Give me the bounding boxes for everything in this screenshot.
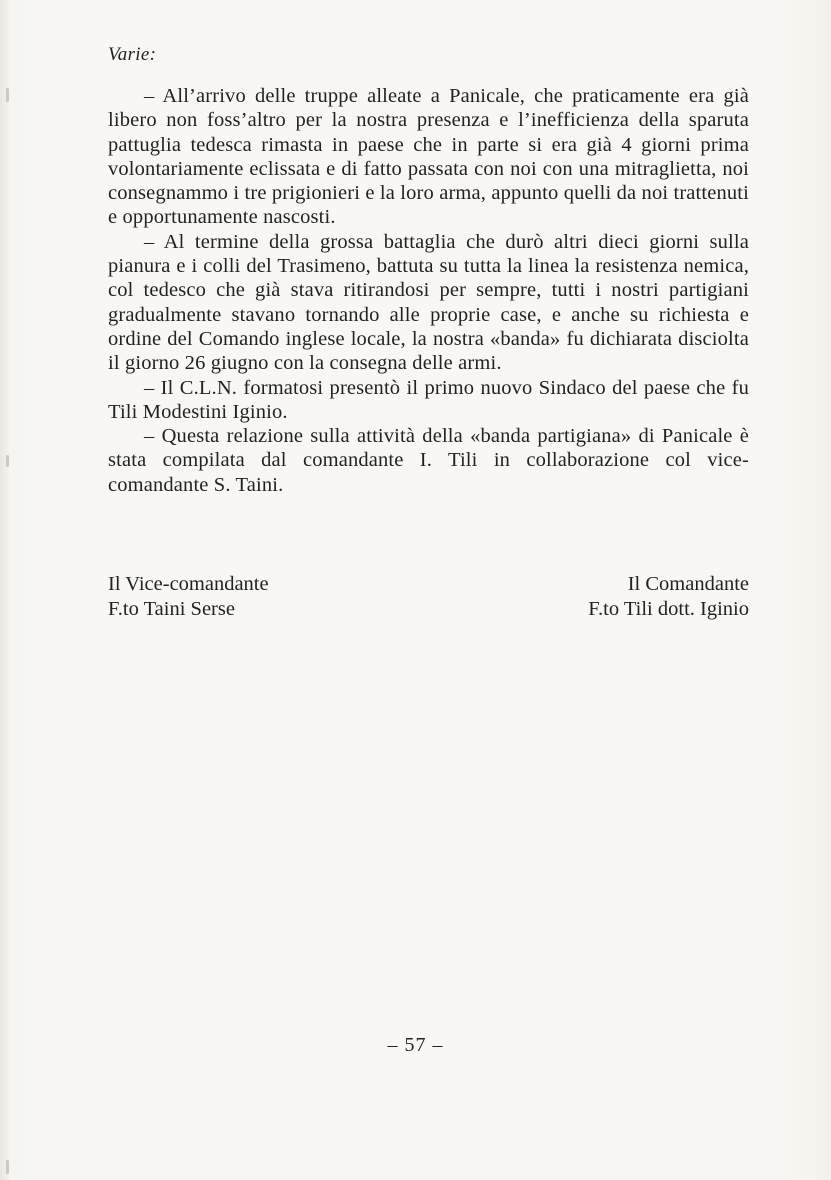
body-text: [108, 84, 749, 497]
section-title: Varie:: [108, 44, 157, 65]
scan-edge-mark: [6, 1160, 9, 1174]
paragraph: – Al termine della grossa battaglia che durò altri dieci giorni sulla pianura e i colli del Trasimeno, battuta su tutta la linea la resistenza nemica, col tedesco che già stava ritirandosi per sempre, tutti i nostri partigiani gradualmente stavano tornando alle proprie case, e anche su richiesta e ordine del Comando inglese locale, la nostra «banda» fu dichiarata disciolta il giorno 26 giugno con la consegna delle armi.: [108, 230, 749, 375]
signature-name: F.to Tili dott. Iginio: [588, 598, 749, 620]
scan-edge-mark: [6, 88, 9, 102]
paragraph: – Il C.L.N. formatosi presentò il primo nuovo Sindaco del paese che fu Tili Modestini Iginio.: [108, 376, 749, 423]
paragraph: – All’arrivo delle truppe alleate a Panicale, che praticamente era già libero non foss’altro per la nostra presenza e l’inefficienza della sparuta pattuglia tedesca rimasta in paese che in parte si era già 4 giorni prima volontariamente eclissata e di fatto passata con noi con una mitraglietta, noi consegnammo i tre prigionieri e la loro arma, appunto quelli da noi trattenuti e opportunamente nascosti.: [108, 85, 749, 229]
signature-name: F.to Taini Serse: [108, 598, 235, 620]
vice-commander-signature: [108, 572, 269, 622]
signature-role: Il Comandante: [627, 573, 749, 595]
paragraph: – Questa relazione sulla attività della «banda partigiana» di Panicale è stata compilata dal comandante I. Tili in collaborazione col vice-comandante S. Taini.: [108, 425, 749, 496]
page-number: – 57 –: [387, 1034, 444, 1056]
signature-block: [108, 572, 749, 622]
signature-role: Il Vice-comandante: [108, 573, 269, 595]
scan-edge-mark: [6, 455, 9, 467]
commander-signature: [588, 572, 749, 622]
